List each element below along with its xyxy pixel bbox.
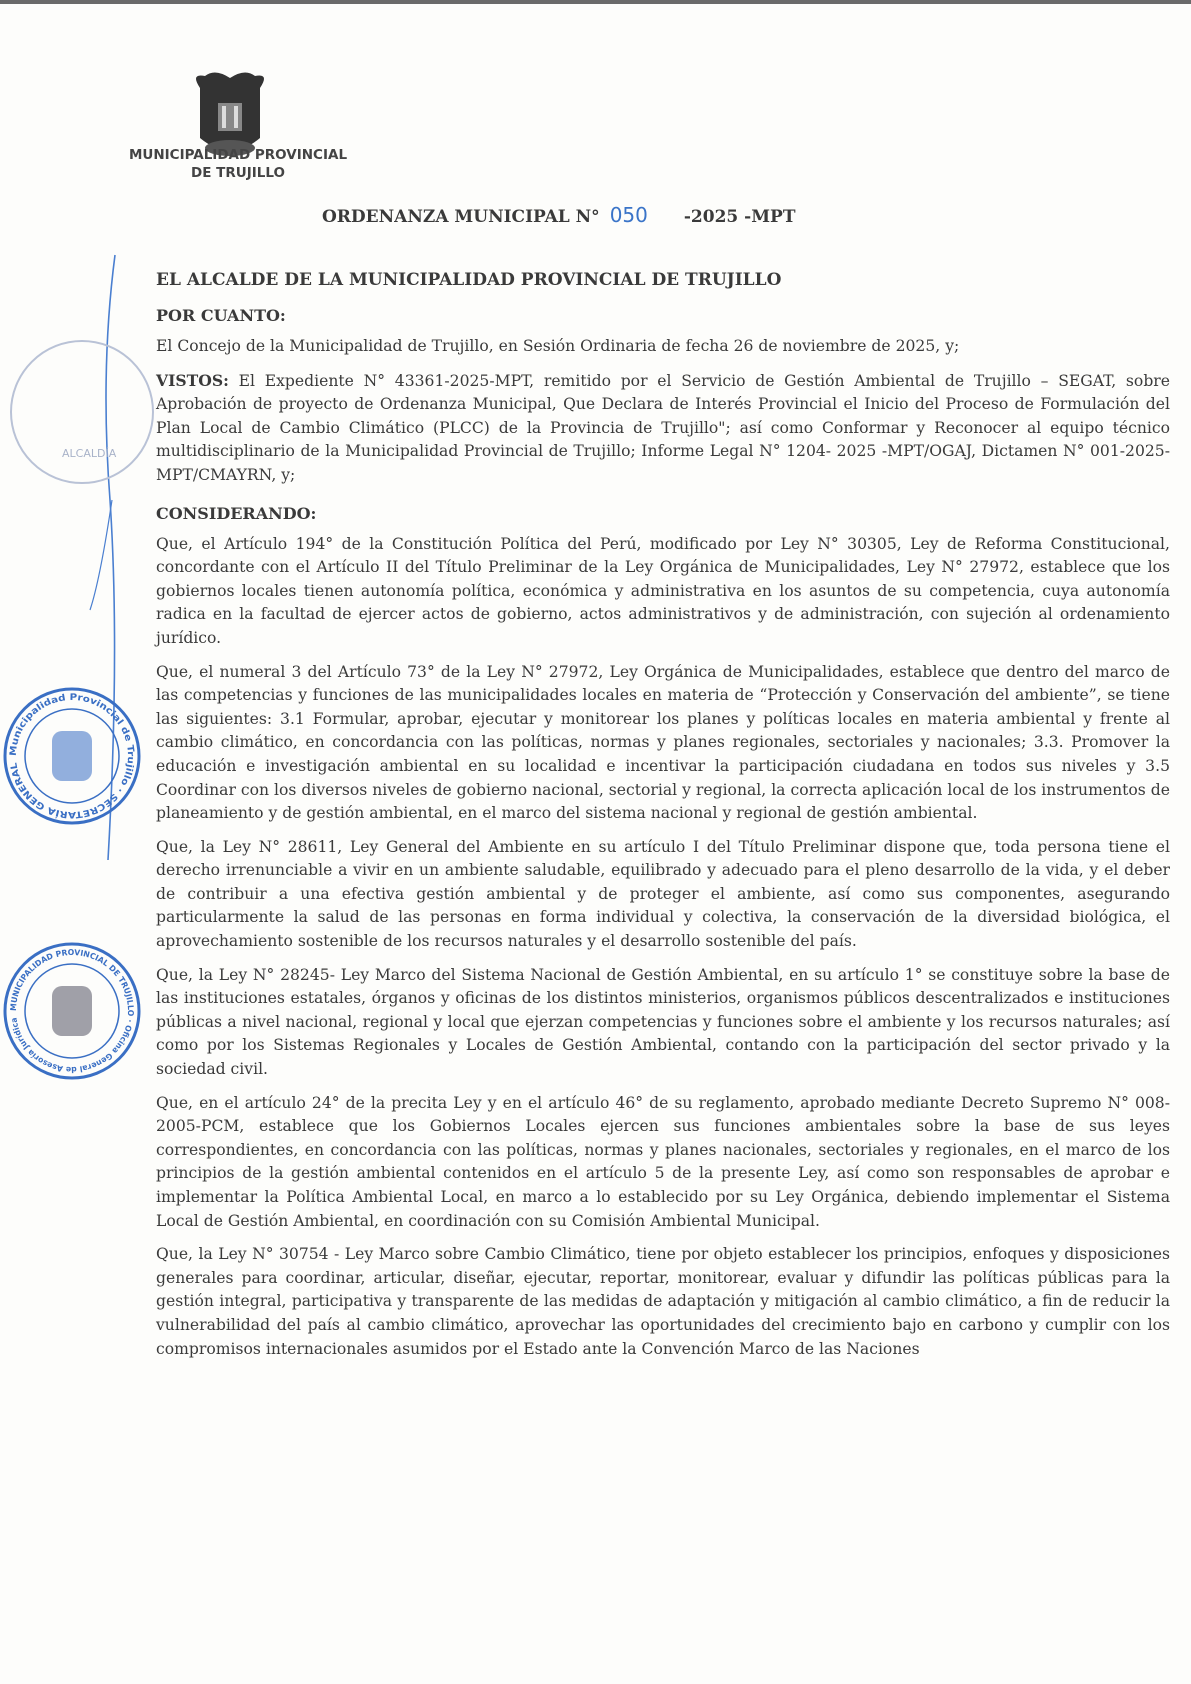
considerando-paragraph: Que, en el artículo 24° de la precita Ley y en el artículo 46° de su reglamento, aprobado mediante Decreto Supremo N° 008- 2005-PCM, establece que los Gobiernos Locales ejercen sus funciones ambientales sobre la base de sus leyes correspondientes, en concordancia con las políticas, normas y planes nacionales, sectoriales y regionales, en el marco de los principios de la gestión ambiental contenidos en el artículo 5 de la presente Ley, así como son responsables de aprobar e implementar la Política Ambiental Local, en marco a lo establecido por su Ley Orgánica, debiendo implementar el Sistema Local de Gestión Ambiental, en coordinación con su Comisión Ambiental Municipal. xyxy=(156,1093,1170,1230)
secretaria-general-stamp xyxy=(2,686,142,826)
vistos-text: El Expediente N° 43361-2025-MPT, remitido por el Servicio de Gestión Ambiental de Trujillo – SEGAT, sobre Aprobación de proyecto de Ordenanza Municipal, Que Declara de Interés Provincial el Inicio del Proceso de Formulación del Plan Local de Cambio Climático (PLCC) de la Provincia de Trujillo"; así como Conformar y Reconocer al equipo técnico multidisciplinario de la Municipalidad Provincial de Trujillo; Informe Legal N° 1204- 2025 -MPT/OGAJ, Dictamen N° 001-2025-MPT/CMAYRN, y; xyxy=(156,371,1170,484)
stamp-text: Municipalidad Provincial de Trujillo · SECRETARÍA GENERAL xyxy=(8,692,136,820)
ordinance-suffix: -2025 -MPT xyxy=(683,207,796,227)
institution-name xyxy=(128,146,348,182)
ordinance-prefix: ORDENANZA MUNICIPAL N° xyxy=(322,207,600,227)
considerando-paragraph: Que, el numeral 3 del Artículo 73° de la Ley N° 27972, Ley Orgánica de Municipalidades, establece que dentro del marco de las competencias y funciones de las municipalidades locales en materia de “Protección y Conservación del ambiente”, se tiene las siguientes: 3.1 Formular, aprobar, ejecutar y monitorear los planes y políticas locales en materia ambiental y frente al cambio climático, en concordancia con las políticas, normas y planes regionales, sectoriales y nacionales; 3.3. Promover la educación e investigación ambiental en su localidad e incentivar la participación ciudadana en todos sus niveles y 3.5 Coordinar con los diversos niveles de gobierno nacional, sectorial y regional, la correcta aplicación local de los instrumentos de planeamiento y de gestión ambiental, en el marco del sistema nacional y regional de gestión ambiental. xyxy=(156,662,1170,823)
document-body xyxy=(156,270,1170,1371)
asesoria-juridica-stamp xyxy=(2,941,142,1081)
vistos-label: VISTOS: xyxy=(156,370,229,390)
institution-line-2: DE TRUJILLO xyxy=(191,165,285,181)
stamp-text: MUNICIPALIDAD PROVINCIAL DE TRUJILLO · Oficina General de Asesoría Jurídica xyxy=(8,947,136,1075)
institution-line-1: MUNICIPALIDAD PROVINCIAL xyxy=(128,147,348,163)
ordinance-title xyxy=(322,203,795,227)
considerando-paragraph: Que, la Ley N° 30754 - Ley Marco sobre Cambio Climático, tiene por objeto establecer los principios, enfoques y disposiciones generales para coordinar, articular, diseñar, ejecutar, reportar, monitorear, evaluar y difundir las políticas públicas para la gestión integral, participativa y transparente de las medidas de adaptación y mitigación al cambio climático, a fin de reducir la vulnerabilidad del país al cambio climático, aprovechar las oportunidades del crecimiento bajo en carbono y cumplir con los compromisos internacionales asumidos por el Estado ante la Convención Marco de las Naciones xyxy=(156,1245,1170,1358)
heading: EL ALCALDE DE LA MUNICIPALIDAD PROVINCIAL DE TRUJILLO xyxy=(156,270,782,290)
ordinance-number: 050 xyxy=(609,203,648,227)
considerando-paragraph: Que, el Artículo 194° de la Constitución Política del Perú, modificado por Ley N° 30305, Ley de Reforma Constitucional, concordante con el Artículo II del Título Preliminar de la Ley Orgánica de Municipalidades, Ley N° 27972, establece que los gobiernos locales tienen autonomía política, económica y administrativa en los asuntos de su competencia, cuya autonomía radica en la facultad de ejercer actos de gobierno, actos administrativos y de administración, con sujeción al ordenamiento jurídico. xyxy=(156,534,1170,647)
considerando-paragraph: Que, la Ley N° 28245- Ley Marco del Sistema Nacional de Gestión Ambiental, en su artículo 1° se constituye sobre la base de las instituciones estatales, órganos y oficinas de los distintos ministerios, organismos públicos descentralizados e instituciones públicas a nivel nacional, regional y local que ejerzan competencias y funciones sobre el ambiente y los recursos naturales; así como por los Sistemas Regionales y Locales de Gestión Ambiental, contando con la participación del sector privado y la sociedad civil. xyxy=(156,965,1170,1079)
vistos-paragraph xyxy=(156,369,1170,488)
scan-edge xyxy=(0,0,1191,4)
alcaldia-stamp xyxy=(10,340,154,484)
stamp-text: ALCALDÍA xyxy=(62,447,117,460)
considerando-label: CONSIDERANDO: xyxy=(156,503,317,523)
considerando-paragraph: Que, la Ley N° 28611, Ley General del Ambiente en su artículo I del Título Preliminar dispone que, toda persona tiene el derecho irrenunciable a vivir en un ambiente saludable, equilibrado y adecuado para el pleno desarrollo de la vida, y el deber de contribuir a una efectiva gestión ambiental y de proteger el ambiente, así como sus componentes, asegurando particularmente la salud de las personas en forma individual y colectiva, la conservación de la diversidad biológica, el aprovechamiento sostenible de los recursos naturales y el desarrollo sostenible del país. xyxy=(156,837,1170,951)
por-cuanto-label: POR CUANTO: xyxy=(156,306,286,325)
por-cuanto-text: El Concejo de la Municipalidad de Trujillo, en Sesión Ordinaria de fecha 26 de noviembre de 2025, y; xyxy=(156,337,960,355)
